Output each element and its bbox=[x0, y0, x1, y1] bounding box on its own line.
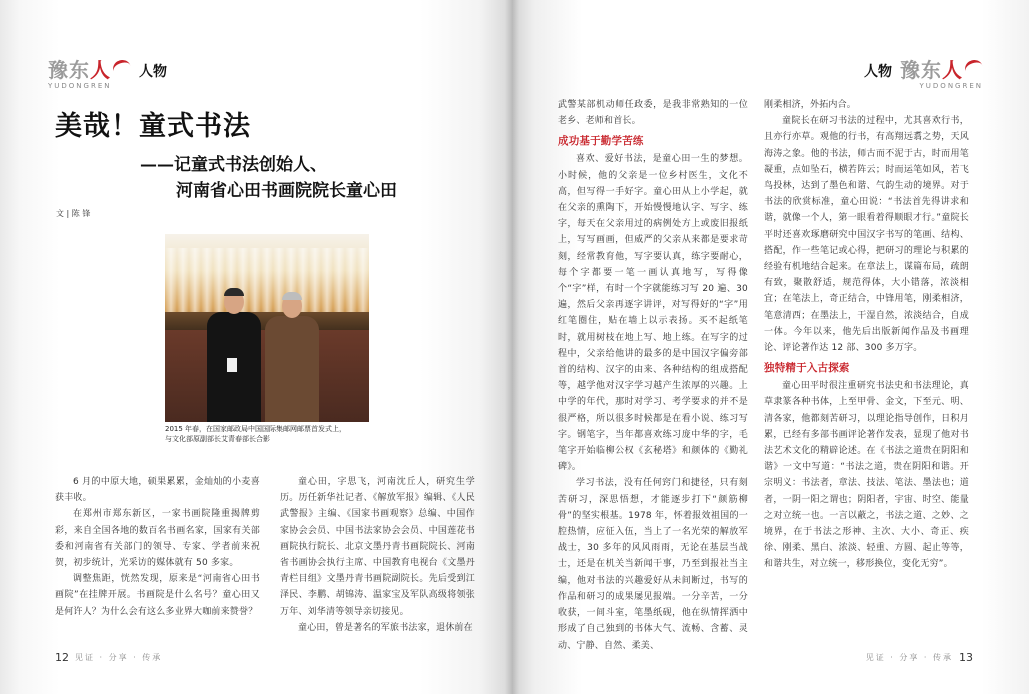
footer-slogan: 见证 · 分享 · 传承 bbox=[865, 653, 953, 662]
article-subtitle bbox=[140, 152, 397, 204]
brand-logo-en: YUDONGREN bbox=[919, 82, 983, 90]
photo-person-left bbox=[205, 286, 263, 422]
right-column-1 bbox=[558, 97, 748, 654]
paragraph: 喜欢、爱好书法，是童心田一生的梦想。小时候，他的父亲是一位乡村医生，文化不高，但写得一手好字。童心田从上小学起，就在父亲的熏陶下，开始慢慢地认字、写字、练字，每天在父亲用过的病例处方上或废旧报纸上，写写画画，但威严的父亲从来都是要求苛刻，经常教育他，写字要认真，练字要耐心，每个字都要一笔一画认真地写，写得像个“字”样，有时一个字就能练习写 20 遍、30 遍，然后父亲再逐字讲评，对写得好的“字”用红笔圈住，贴在墙上以示表扬。买不起纸笔时，就用树枝在地上写、地上练。在写字的过程中，父亲给他讲的最多的是中国汉字偏旁部首的结构、汉字的由来、各种结构的组成搭配等，越学他对汉字学习越产生浓厚的兴趣。上中学的年代，那时对学习、考学要求的并不是很严格，所以很多时候都是在看小说、练习写字。钢笔字，当年都喜欢练习庞中华的字，毛笔字开始临柳公权《玄秘塔》和颜体的《勤礼碑》。 bbox=[558, 154, 748, 473]
page-number: 13 bbox=[959, 651, 973, 664]
paragraph: 学习书法，没有任何窍门和捷径，只有刻苦研习，深思悟想，才能逐步打下“颜筋柳骨”的坚实根基。1978 年，怀着报效祖国的一腔热情，应征入伍，当上了一名光荣的解放军战士，30 多年的风风雨雨，无论在基层当战士，还是在机关当新闻干事，乃至到报社当主编，他对书法的兴趣爱好从未间断过，书写的作品和研习的成果屡见报端。一分辛苦，一分收获，一间斗室，笔墨纸砚，他在纵情挥洒中形成了自己独到的书体大气、流畅、含蓄、灵动、宁静、自然、柔美、 bbox=[558, 478, 748, 651]
caption-line-1: 2015 年春，在国家邮政局中国国际集邮网邮票首发式上， bbox=[165, 425, 347, 433]
section-heading: 独特精于入古探索 bbox=[764, 362, 850, 375]
page-footer-left bbox=[55, 651, 168, 664]
left-column-2 bbox=[280, 474, 475, 636]
section-heading: 成功基于勤学苦练 bbox=[558, 135, 644, 148]
photo-person-right bbox=[263, 290, 321, 422]
brand-logo: 豫东人 bbox=[900, 60, 983, 80]
brand-logo: 豫东人 bbox=[48, 60, 131, 80]
paragraph: 童心田平时很注重研究书法史和书法理论，真草隶篆各种书体，上至甲骨、金文，下至元、明、清各家，他都刻苦研习，以理论指导创作，日积月累，已经有多部书画评论著作发表，显现了他对书法艺术文化的精辟论述。在《书法之道贵在阴阳和谐》一文中写道：“书法之道，贵在阴阳和谐。开宗明义：书法者，章法、技法、笔法、墨法也；道者，一阴一阳之谓也；阴阳者，宇宙、时空、能量之对立统一也。一言以蔽之，书法之道、之妙、之境界，在于书法之形神、主次、大小、奇正、疾徐、刚柔、黑白、浓淡、轻重、方圆、起止等等，和谐共生，对立统一，移形换位，变化无穷”。 bbox=[764, 381, 969, 570]
subtitle-line-2: 河南省心田书画院院长童心田 bbox=[176, 181, 397, 201]
brand-header-right bbox=[864, 58, 983, 90]
logo-swoosh-icon bbox=[963, 57, 986, 79]
logo-swoosh-icon bbox=[111, 57, 134, 79]
section-label: 人物 bbox=[864, 64, 892, 80]
left-column-1 bbox=[55, 474, 260, 620]
paragraph: 调整焦距，恍然发现，原来是“河南省心田书画院”在挂牌开展。书画院是什么名号？童心田又是何许人？为什么会有这么多业界大咖前来赞誉？ bbox=[55, 574, 260, 617]
photo-caption bbox=[165, 424, 385, 444]
byline: 文 | 陈 锋 bbox=[56, 209, 91, 218]
section-label: 人物 bbox=[139, 64, 167, 80]
page-number: 12 bbox=[55, 651, 69, 664]
paragraph: 童院长在研习书法的过程中，尤其喜欢行书，且亦行亦草。观他的行书，有高翔远翥之势，天风海涛之象。他的书法，师古而不泥于古，时而用笔凝重，点如坠石，横若阵云；时而运笔如风，若飞鸟投林，达到了墨色和谐、气韵生动的境界。对于书法的欣赏标准，童心田说：“书法首先得讲求和谐，就像一个人，第一眼看着得顺眼才行。”童院长平时还喜欢琢磨研究中国汉字书写的笔画、结构、搭配，作一些笔记或心得，把研习的理论与积累的经验有机地结合起来。在章法上，谋篇布局，疏朗有致，聚散舒适，规范得体，大小错落，浓淡相宜；在笔法上，奇正结合，中锋用笔，刚柔相济，笔意清西；在墨法上，干湿自然，浓淡结合，自成一体。今年以来，他先后出版新闻作品及书画理论、评论著作达 12 部、300 多万字。 bbox=[764, 116, 969, 354]
brand-logo-en: YUDONGREN bbox=[48, 82, 112, 90]
paragraph: 在郑州市郑东新区，一家书画院隆重揭牌剪彩，来自全国各地的数百名书画名家，国家有关部委和河南省有关部门的领导、专家、学者前来祝贺，初步统计，光采访的媒体就有 50 多家。 bbox=[55, 509, 260, 569]
left-page bbox=[0, 0, 512, 694]
paragraph: 童心田，字思飞，河南沈丘人，研究生学历。历任新华社记者、《解放军报》编辑、《人民武警报》主编、《国家书画观察》总编、中国作家协会会员、中国书法家协会会员、中国莲花书画院执行院长、北京文墨丹青书画院院长、河南省书画协会执行主席、中国教育电视台《文墨丹青栏目组》文墨丹青书画院副院长。先后受到江泽民、李鹏、胡锦涛、温家宝及军队高级将领张万年、刘华清等领导亲切接见。 bbox=[280, 477, 475, 617]
article-photo bbox=[165, 234, 369, 422]
paragraph: 6 月的中原大地，硕果累累，金灿灿的小麦喜获丰收。 bbox=[55, 477, 260, 504]
page-footer-right bbox=[860, 651, 973, 664]
subtitle-line-1: ——记童式书法创始人、 bbox=[140, 155, 327, 175]
paragraph: 童心田，曾是著名的军旅书法家，退休前在 bbox=[298, 622, 473, 633]
caption-line-2: 与文化部原副部长艾青春部长合影 bbox=[165, 435, 270, 443]
page-fold-shadow bbox=[505, 0, 519, 694]
paragraph: 武警某部机动师任政委，是我非常熟知的一位老乡、老师和首长。 bbox=[558, 100, 748, 127]
article-title: 美哉！童式书法 bbox=[55, 111, 251, 142]
footer-slogan: 见证 · 分享 · 传承 bbox=[75, 653, 163, 662]
brand-header-left bbox=[48, 58, 167, 90]
paragraph: 刚柔相济，外拓内合。 bbox=[764, 100, 857, 110]
right-page bbox=[512, 0, 1029, 694]
right-column-2 bbox=[764, 97, 969, 573]
